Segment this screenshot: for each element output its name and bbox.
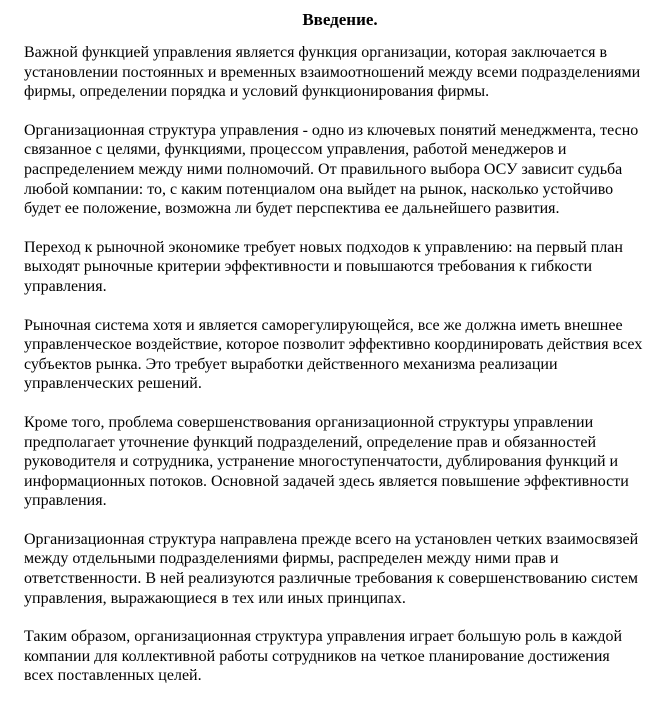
text-line: предполагает уточнение функций подразделений, определение прав и обязанностей [24,433,597,451]
text-line: Организационная структура управления - одно из ключевых понятий менеджмента, тесно [24,121,639,139]
text-line: информационных потоков. Основной задачей здесь является повышение эффективности [24,472,629,490]
paragraph-5 [24,413,656,511]
paragraph-2 [24,121,656,219]
text-line: распределением между ними полномочий. От правильного выбора ОСУ зависит судьба [24,160,623,178]
text-line: компании для коллективной работы сотрудников на четкое планирование достижения [24,647,610,665]
paragraph-4 [24,316,656,394]
text-line: любой компании: то, с каким потенциалом она выйдет на рынок, насколько устойчиво [24,180,614,198]
text-line: между отдельными подразделениями фирмы, распределен между ними прав и [24,550,559,568]
text-line: Рыночная система хотя и является саморегулирующейся, все же должна иметь внешнее [24,316,623,334]
text-line: будет ее положение, возможна ли будет перспектива ее дальнейшего развития. [24,200,560,218]
text-line: ответственности. В ней реализуются различные требования к совершенствованию систем [24,570,638,588]
text-line: управления. [24,277,107,295]
text-line: выходят рыночные критерии эффективности и повышаются требования к гибкости [24,258,593,276]
text-line: Кроме того, проблема совершенствования организационной структуры управлении [24,413,594,431]
text-line: Важной функцией управления является функция организации, которая заключается в [24,44,608,61]
text-line: управленческих решений. [24,375,202,393]
text-line: управленческое воздействие, которое позволит эффективно координировать действия всех [24,336,643,354]
text-line: Организационная структура направлена прежде всего на установлен четких взаимосвязей [24,530,639,548]
text-line: Переход к рыночной экономике требует новых подходов к управлению: на первый план [24,238,623,256]
text-line: установлении постоянных и временных взаимоотношений между всеми подразделениями [24,63,641,81]
paragraph-3 [24,238,656,297]
document-title: Введение. [302,10,378,29]
paragraph-7 [24,627,656,686]
text-line: фирмы, определении порядка и условий функционирования фирмы. [24,83,490,101]
document-page [24,10,656,705]
text-line: управления, выражающиеся в тех или иных принципах. [24,589,406,607]
text-line: Таким образом, организационная структура управления играет большую роль в каждой [24,628,623,646]
text-line: субъектов рынка. Это требует выработки действенного механизма реализации [24,355,558,373]
text-line: руководителя и сотрудника, устранение многоступенчатости, дублирования функций и [24,453,619,471]
text-line: управления. [24,492,107,510]
paragraph-1 [24,43,656,102]
text-line: связанное с целями, функциями, процессом управления, работой менеджеров и [24,141,567,159]
paragraph-6 [24,530,656,608]
text-line: всех поставленных целей. [24,667,202,685]
